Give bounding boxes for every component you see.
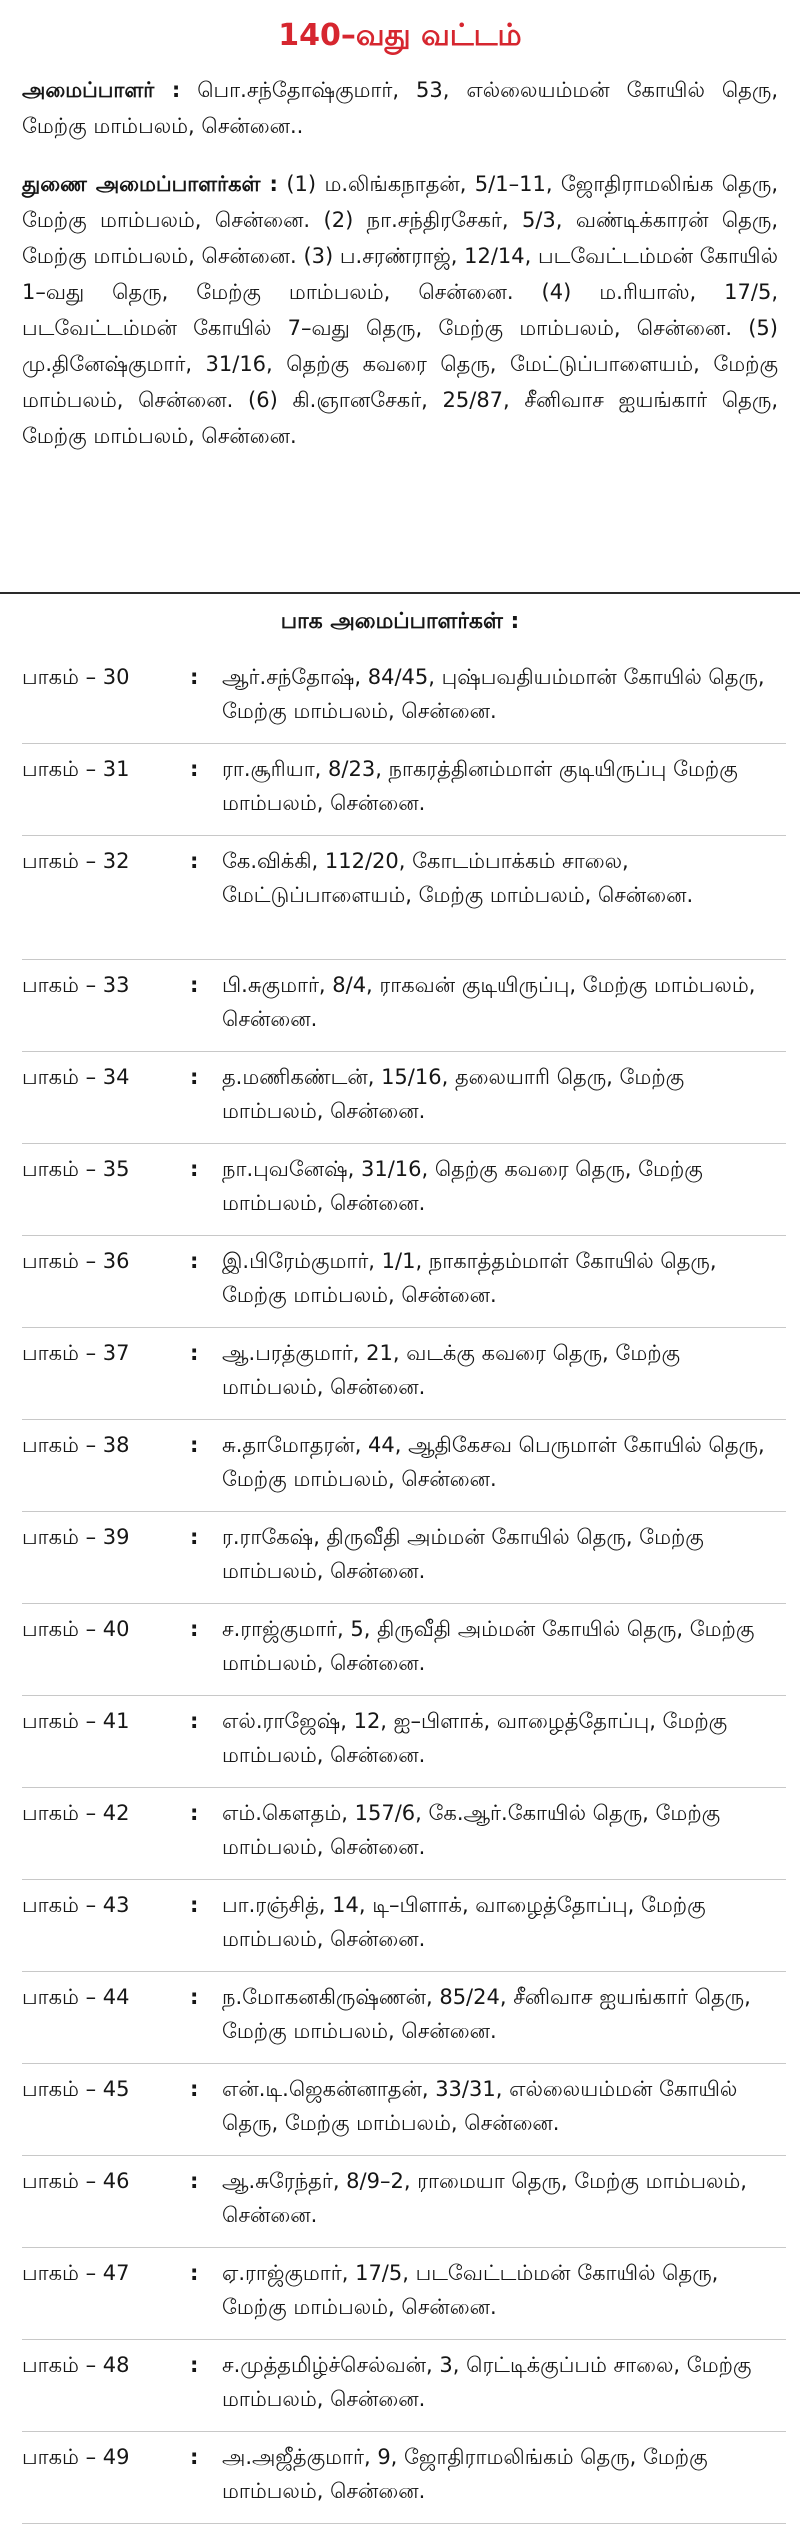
part-entry: [22, 1880, 786, 1972]
part-entry: [22, 1420, 786, 1512]
part-entry: [22, 2064, 786, 2156]
deputy-organizers-text: (1) ம.லிங்கநாதன், 5/1–11, ஜோதிராமலிங்க தெரு, மேற்கு மாம்பலம், சென்னை. (2) நா.சந்திரசேகர், 5/3, வண்டிக்காரன் தெரு, மேற்கு மாம்பலம், சென்னை. (3) ப.சரண்ராஜ், 12/14, படவேட்டம்மன் கோயில் 1–வது தெரு, மேற்கு மாம்பலம், சென்னை. (4) ம.ரியாஸ், 17/5, படவேட்டம்மன் கோயில் 7–வது தெரு, மேற்கு மாம்பலம், சென்னை. (5) மு.தினேஷ்குமார், 31/16, தெற்கு கவரை தெரு, மேட்டுப்பாளையம், மேற்கு மாம்பலம், சென்னை. (6) கி.ஞானசேகர், 25/87, சீனிவாச ஐயங்கார் தெரு, மேற்கு மாம்பலம், சென்னை.: [22, 172, 778, 448]
part-number: பாகம் – 48: [22, 2353, 130, 2377]
part-number: பாகம் – 31: [22, 757, 130, 781]
part-entry: [22, 2432, 786, 2524]
part-colon: :: [190, 757, 199, 781]
part-entry: [22, 744, 786, 836]
section-divider: [0, 592, 800, 594]
part-entry: [22, 960, 786, 1052]
part-organizer-details: ந.மோகனகிருஷ்ணன், 85/24, சீனிவாச ஐயங்கார் தெரு, மேற்கு மாம்பலம், சென்னை.: [222, 1985, 751, 2043]
part-colon: :: [190, 1617, 199, 1641]
part-colon: :: [190, 1709, 199, 1733]
part-organizer-details: ஆர்.சந்தோஷ், 84/45, புஷ்பவதியம்மான் கோயில் தெரு, மேற்கு மாம்பலம், சென்னை.: [222, 665, 765, 723]
part-colon: :: [190, 2077, 199, 2101]
part-entry: [22, 1236, 786, 1328]
part-organizer-details: எல்.ராஜேஷ், 12, ஐ–பிளாக், வாழைத்தோப்பு, மேற்கு மாம்பலம், சென்னை.: [222, 1709, 728, 1767]
part-organizer-details: ச.ராஜ்குமார், 5, திருவீதி அம்மன் கோயில் தெரு, மேற்கு மாம்பலம், சென்னை.: [222, 1617, 755, 1675]
part-colon: :: [190, 849, 199, 873]
part-organizer-details: சு.தாமோதரன், 44, ஆதிகேசவ பெருமாள் கோயில் தெரு, மேற்கு மாம்பலம், சென்னை.: [222, 1433, 765, 1491]
part-organizer-details: ஏ.ராஜ்குமார், 17/5, படவேட்டம்மன் கோயில் தெரு, மேற்கு மாம்பலம், சென்னை.: [222, 2261, 719, 2319]
part-entry: [22, 1512, 786, 1604]
part-colon: :: [190, 973, 199, 997]
part-number: பாகம் – 39: [22, 1525, 130, 1549]
part-colon: :: [190, 1249, 199, 1273]
organizer-label: அமைப்பாளர் :: [22, 78, 181, 102]
part-organizer-details: ர.ராகேஷ், திருவீதி அம்மன் கோயில் தெரு, மேற்கு மாம்பலம், சென்னை.: [222, 1525, 704, 1583]
part-entry: [22, 2340, 786, 2432]
part-colon: :: [190, 1341, 199, 1365]
section-heading: பாக அமைப்பாளர்கள் :: [280, 609, 520, 634]
part-colon: :: [190, 1525, 199, 1549]
part-number: பாகம் – 43: [22, 1893, 130, 1917]
part-number: பாகம் – 36: [22, 1249, 130, 1273]
part-organizer-details: எம்.கௌதம், 157/6, கே.ஆர்.கோயில் தெரு, மேற்கு மாம்பலம், சென்னை.: [222, 1801, 721, 1859]
part-number: பாகம் – 44: [22, 1985, 130, 2009]
part-colon: :: [190, 2261, 199, 2285]
part-organizer-details: த.மணிகண்டன், 15/16, தலையாரி தெரு, மேற்கு மாம்பலம், சென்னை.: [222, 1065, 685, 1123]
part-colon: :: [190, 1801, 199, 1825]
part-number: பாகம் – 37: [22, 1341, 130, 1365]
part-number: பாகம் – 38: [22, 1433, 130, 1457]
ward-title: 140–வது வட்டம்: [278, 18, 522, 53]
part-colon: :: [190, 1157, 199, 1181]
part-entry: [22, 1052, 786, 1144]
part-number: பாகம் – 47: [22, 2261, 130, 2285]
part-number: பாகம் – 32: [22, 849, 130, 873]
part-organizer-details: கே.விக்கி, 112/20, கோடம்பாக்கம் சாலை, மேட்டுப்பாளையம், மேற்கு மாம்பலம், சென்னை.: [222, 849, 694, 907]
deputy-organizers-paragraph: [22, 166, 778, 454]
part-colon: :: [190, 2169, 199, 2193]
part-number: பாகம் – 30: [22, 665, 130, 689]
part-entry: [22, 2156, 786, 2248]
part-number: பாகம் – 42: [22, 1801, 130, 1825]
part-entry: [22, 1604, 786, 1696]
part-colon: :: [190, 665, 199, 689]
part-colon: :: [190, 2353, 199, 2377]
part-entry: [22, 1144, 786, 1236]
organizer-text: பொ.சந்தோஷ்குமார், 53, எல்லையம்மன் கோயில் தெரு, மேற்கு மாம்பலம், சென்னை..: [22, 78, 778, 138]
part-colon: :: [190, 1433, 199, 1457]
part-organizer-details: பி.சுகுமார், 8/4, ராகவன் குடியிருப்பு, மேற்கு மாம்பலம், சென்னை.: [222, 973, 756, 1031]
part-colon: :: [190, 2445, 199, 2469]
part-organizer-details: அ.அஜீத்குமார், 9, ஜோதிராமலிங்கம் தெரு, மேற்கு மாம்பலம், சென்னை.: [222, 2445, 708, 2503]
part-colon: :: [190, 1065, 199, 1089]
part-organizer-details: ரா.சூரியா, 8/23, நாகரத்தினம்மாள் குடியிருப்பு மேற்கு மாம்பலம், சென்னை.: [222, 757, 738, 815]
part-organizer-details: நா.புவனேஷ், 31/16, தெற்கு கவரை தெரு, மேற்கு மாம்பலம், சென்னை.: [222, 1157, 703, 1215]
part-organizer-details: ஆ.சுரேந்தர், 8/9–2, ராமையா தெரு, மேற்கு மாம்பலம், சென்னை.: [222, 2169, 747, 2227]
part-entry: [22, 652, 786, 744]
part-number: பாகம் – 34: [22, 1065, 130, 1089]
part-organizer-details: ச.முத்தமிழ்ச்செல்வன், 3, ரெட்டிக்குப்பம் சாலை, மேற்கு மாம்பலம், சென்னை.: [222, 2353, 752, 2411]
part-number: பாகம் – 35: [22, 1157, 130, 1181]
part-entry: [22, 2248, 786, 2340]
part-colon: :: [190, 1893, 199, 1917]
organizer-paragraph: [22, 72, 778, 144]
part-entry: [22, 1696, 786, 1788]
part-number: பாகம் – 49: [22, 2445, 130, 2469]
part-entry: [22, 1328, 786, 1420]
part-number: பாகம் – 41: [22, 1709, 130, 1733]
part-number: பாகம் – 45: [22, 2077, 130, 2101]
part-number: பாகம் – 40: [22, 1617, 130, 1641]
part-organizer-details: இ.பிரேம்குமார், 1/1, நாகாத்தம்மாள் கோயில் தெரு, மேற்கு மாம்பலம், சென்னை.: [222, 1249, 717, 1307]
part-organizer-details: ஆ.பரத்குமார், 21, வடக்கு கவரை தெரு, மேற்கு மாம்பலம், சென்னை.: [222, 1341, 681, 1399]
part-entry: [22, 836, 786, 960]
part-organizers-list: [22, 652, 786, 2524]
part-entry: [22, 1972, 786, 2064]
part-colon: :: [190, 1985, 199, 2009]
part-number: பாகம் – 46: [22, 2169, 130, 2193]
part-number: பாகம் – 33: [22, 973, 130, 997]
part-entry: [22, 1788, 786, 1880]
deputy-organizers-label: துணை அமைப்பாளர்கள் :: [22, 172, 278, 196]
part-organizer-details: என்.டி.ஜெகன்னாதன், 33/31, எல்லையம்மன் கோயில் தெரு, மேற்கு மாம்பலம், சென்னை.: [222, 2077, 738, 2135]
part-organizer-details: பா.ரஞ்சித், 14, டி–பிளாக், வாழைத்தோப்பு, மேற்கு மாம்பலம், சென்னை.: [222, 1893, 706, 1951]
